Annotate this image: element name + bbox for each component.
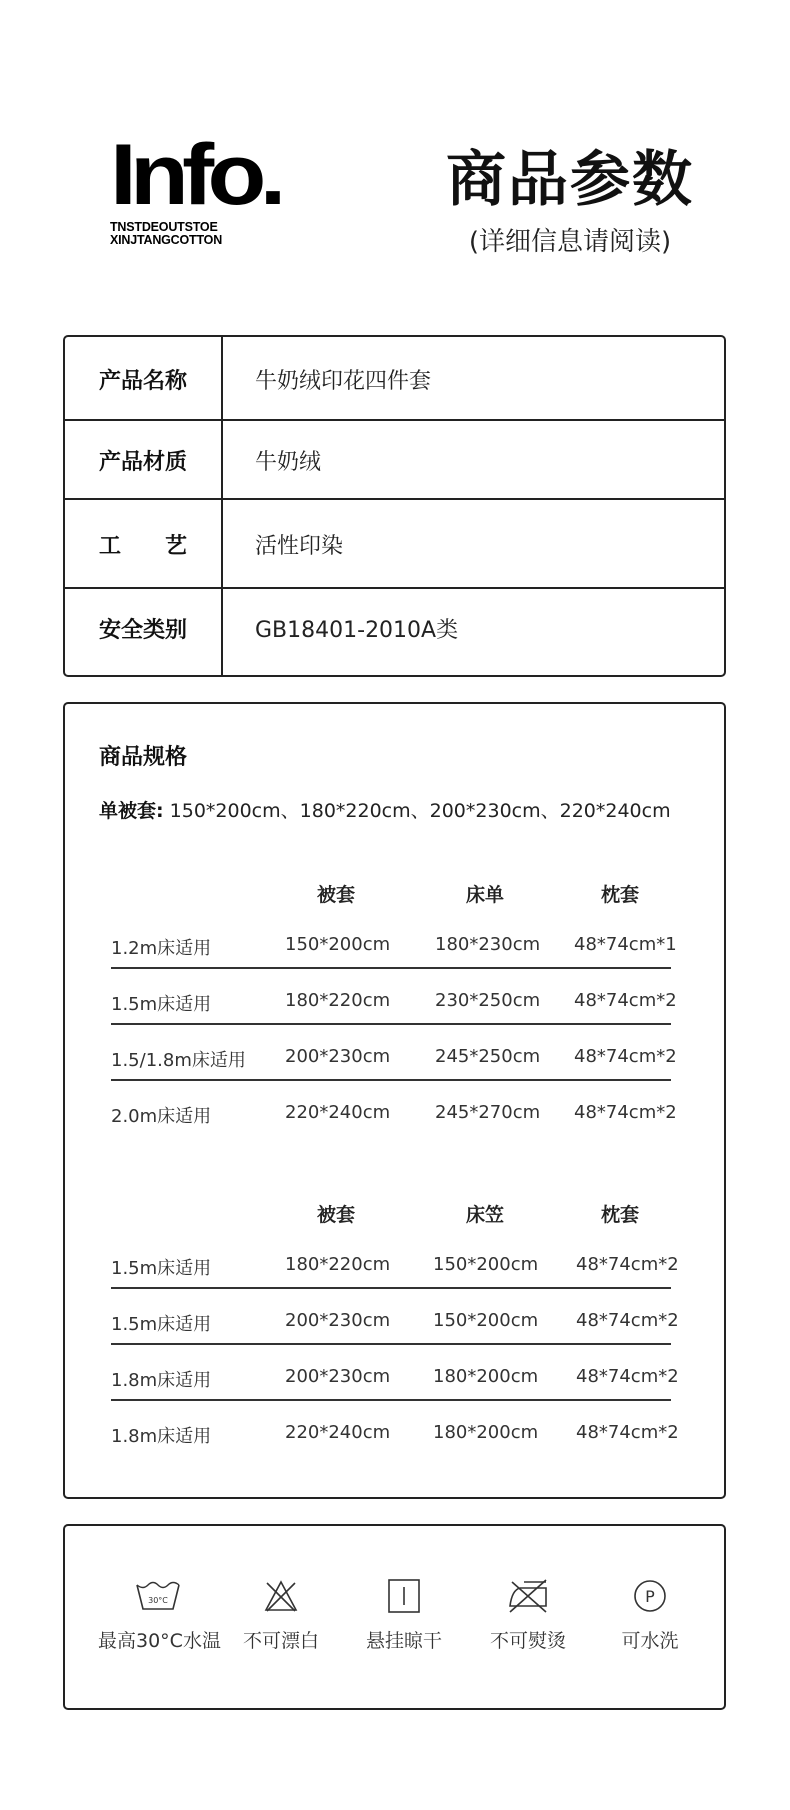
page-subtitle: (详细信息请阅读) bbox=[468, 227, 672, 257]
table-cell: 245*250cm bbox=[435, 1046, 541, 1067]
table-cell: 1.8m床适用 bbox=[111, 1370, 212, 1391]
table-cell: 48*74cm*2 bbox=[574, 990, 677, 1011]
table-header: 床单 bbox=[466, 884, 505, 906]
single-cover-values: 150*200cm、180*220cm、200*230cm、220*240cm bbox=[169, 800, 671, 822]
table-cell: 180*200cm bbox=[433, 1366, 539, 1387]
care-item-wash bbox=[98, 1576, 221, 1653]
page-title: 商品参数 bbox=[446, 145, 694, 215]
table-cell: 180*200cm bbox=[433, 1422, 539, 1443]
param-value-material: 牛奶绒 bbox=[255, 450, 322, 475]
table-header: 床笠 bbox=[466, 1204, 505, 1226]
table-cell: 1.8m床适用 bbox=[111, 1426, 212, 1447]
table-cell: 230*250cm bbox=[435, 990, 541, 1011]
table-cell: 200*230cm bbox=[285, 1310, 391, 1331]
param-value-process: 活性印染 bbox=[255, 534, 344, 559]
table-cell: 150*200cm bbox=[433, 1310, 539, 1331]
row-divider bbox=[111, 1287, 671, 1289]
table-cell: 2.0m床适用 bbox=[111, 1106, 212, 1127]
param-label-name: 产品名称 bbox=[99, 369, 188, 394]
product-params-table bbox=[63, 335, 726, 677]
row-divider bbox=[111, 1343, 671, 1345]
table-cell: 180*230cm bbox=[435, 934, 541, 955]
logo-tagline-line1: TNSTDEOUTSTOE bbox=[110, 220, 218, 234]
dry-clean-p-icon-text: P bbox=[645, 1587, 655, 1606]
care-label: 可水洗 bbox=[621, 1630, 679, 1652]
param-label-material: 产品材质 bbox=[99, 450, 188, 475]
table-cell: 220*240cm bbox=[285, 1422, 391, 1443]
care-label: 最高30°C水温 bbox=[98, 1630, 221, 1652]
table-cell: 48*74cm*2 bbox=[576, 1254, 679, 1275]
table-cell: 180*220cm bbox=[285, 1254, 391, 1275]
single-cover-sizes bbox=[99, 796, 671, 823]
row-divider bbox=[111, 967, 671, 969]
table-cell: 200*230cm bbox=[285, 1046, 391, 1067]
param-label-process: 工 艺 bbox=[99, 534, 188, 559]
table-cell: 48*74cm*1 bbox=[574, 934, 677, 955]
table-cell: 220*240cm bbox=[285, 1102, 391, 1123]
table-cell: 1.5m床适用 bbox=[111, 994, 212, 1015]
table-cell: 245*270cm bbox=[435, 1102, 541, 1123]
param-value-safety: GB18401-2010A类 bbox=[255, 618, 459, 643]
spec-title: 商品规格 bbox=[99, 745, 188, 770]
care-instructions-box bbox=[63, 1524, 726, 1710]
table-header: 枕套 bbox=[601, 884, 640, 906]
param-value-name: 牛奶绒印花四件套 bbox=[255, 369, 432, 394]
page-title-block bbox=[440, 140, 700, 262]
table-cell: 150*200cm bbox=[433, 1254, 539, 1275]
row-divider bbox=[111, 1023, 671, 1025]
no-bleach-icon bbox=[221, 1576, 341, 1616]
table-cell: 1.5/1.8m床适用 bbox=[111, 1050, 246, 1071]
logo-word: Info. bbox=[110, 127, 280, 223]
row-divider bbox=[65, 498, 724, 500]
table-cell: 48*74cm*2 bbox=[576, 1366, 679, 1387]
table-cell: 200*230cm bbox=[285, 1366, 391, 1387]
table-cell: 180*220cm bbox=[285, 990, 391, 1011]
table-cell: 150*200cm bbox=[285, 934, 391, 955]
brand-logo bbox=[110, 127, 350, 247]
table-header: 被套 bbox=[317, 884, 356, 906]
table-cell: 48*74cm*2 bbox=[574, 1102, 677, 1123]
care-item-p bbox=[590, 1576, 710, 1653]
table-cell: 1.2m床适用 bbox=[111, 938, 212, 959]
logo-tagline bbox=[110, 221, 350, 247]
table-header: 枕套 bbox=[601, 1204, 640, 1226]
table-cell: 1.5m床适用 bbox=[111, 1258, 212, 1279]
row-divider bbox=[65, 419, 724, 421]
hang-dry-icon bbox=[344, 1576, 464, 1616]
column-divider bbox=[221, 337, 223, 675]
dry-clean-p-icon bbox=[590, 1576, 710, 1616]
wash-30-icon bbox=[98, 1576, 218, 1616]
row-divider bbox=[111, 1399, 671, 1401]
table-cell: 48*74cm*2 bbox=[576, 1422, 679, 1443]
row-divider bbox=[111, 1079, 671, 1081]
table-cell: 48*74cm*2 bbox=[574, 1046, 677, 1067]
care-label: 悬挂晾干 bbox=[365, 1630, 442, 1652]
param-label-safety: 安全类别 bbox=[99, 618, 188, 643]
product-spec-box bbox=[63, 702, 726, 1499]
care-label: 不可漂白 bbox=[242, 1630, 319, 1652]
single-cover-label: 单被套: bbox=[99, 800, 164, 822]
logo-tagline-line2: XINJTANGCOTTON bbox=[110, 233, 223, 247]
wash-30-icon-text: 30°C bbox=[148, 1596, 168, 1605]
care-item-bleach bbox=[221, 1576, 341, 1653]
table-header: 被套 bbox=[317, 1204, 356, 1226]
no-iron-icon bbox=[468, 1576, 588, 1616]
table-cell: 48*74cm*2 bbox=[576, 1310, 679, 1331]
care-label: 不可熨烫 bbox=[489, 1630, 566, 1652]
care-item-iron bbox=[468, 1576, 588, 1653]
row-divider bbox=[65, 587, 724, 589]
care-item-hang-dry bbox=[344, 1576, 464, 1653]
table-cell: 1.5m床适用 bbox=[111, 1314, 212, 1335]
